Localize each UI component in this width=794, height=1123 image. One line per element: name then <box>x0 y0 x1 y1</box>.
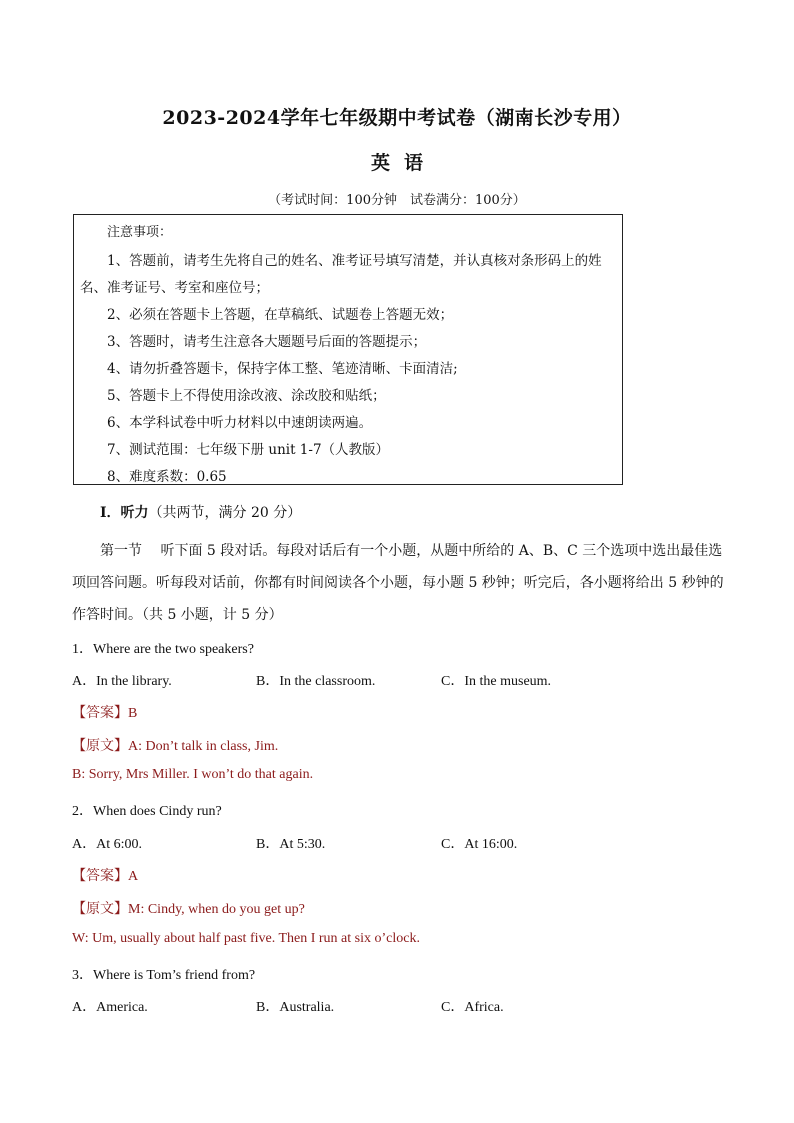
option-a: A．At 6:00. <box>72 837 142 852</box>
answer-line <box>72 702 137 722</box>
option-a: A．In the library. <box>72 674 172 689</box>
question-text: 2．When does Cindy run? <box>72 804 222 819</box>
section-heading <box>100 502 301 522</box>
transcript-text: W: Um, usually about half past five. Then I run at six o’clock. <box>72 931 420 946</box>
question-text: 3．Where is Tom’s friend from? <box>72 968 256 983</box>
exam-meta: （考试时间：100分钟 试卷满分：100分） <box>268 193 526 208</box>
option-b: B．In the classroom. <box>256 674 376 689</box>
section-note: （共两节，满分 20 分） <box>148 505 302 521</box>
notice-heading: 注意事项： <box>107 225 173 240</box>
notice-item: 6、本学科试卷中听力材料以中速朗读两遍。 <box>107 415 373 431</box>
exam-title: 2023-2024学年七年级期中考试卷（湖南长沙专用） <box>162 107 632 129</box>
question-text: 1．Where are the two speakers? <box>72 642 254 657</box>
option-c: C．Africa. <box>441 1000 504 1015</box>
transcript-label: 【原文】 <box>72 738 128 754</box>
transcript-line <box>72 898 305 918</box>
section-intro: 项回答问题。听每段对话前，你都有时间阅读各个小题，每小题 5 秒钟；听完后，各小题将给出 5 秒钟的 <box>72 575 724 591</box>
notice-box <box>73 214 623 485</box>
answer-value: A <box>128 869 139 884</box>
option-b: B．At 5:30. <box>256 837 326 852</box>
transcript-label: 【原文】 <box>72 901 128 917</box>
answer-value: B <box>128 706 138 721</box>
notice-item: 名、准考证号、考室和座位号； <box>80 280 269 296</box>
notice-item: 7、测试范围：七年级下册 unit 1-7（人教版） <box>107 442 390 458</box>
transcript-text: M: Cindy, when do you get up? <box>128 902 305 917</box>
transcript-text: A: Don’t talk in class, Jim. <box>128 739 279 754</box>
answer-line <box>72 865 138 885</box>
notice-item: 1、答题前，请考生先将自己的姓名、准考证号填写清楚，并认真核对条形码上的姓 <box>107 253 602 269</box>
section-label: I．听力 <box>100 505 149 521</box>
transcript-line <box>72 735 278 755</box>
notice-item: 5、答题卡上不得使用涂改液、涂改胶和贴纸； <box>107 388 386 404</box>
notice-item: 3、答题时，请考生注意各大题题号后面的答题提示； <box>107 334 427 350</box>
notice-item: 4、请勿折叠答题卡，保持字体工整、笔迹清晰、卡面清洁; <box>107 361 458 377</box>
answer-label: 【答案】 <box>72 705 128 721</box>
option-a: A．America. <box>72 1000 148 1015</box>
section-intro: 第一节 听下面 5 段对话。每段对话后有一个小题，从题中所给的 A、B、C 三个选项中选出最佳选 <box>100 543 723 559</box>
option-b: B．Australia. <box>256 1000 335 1015</box>
notice-item: 2、必须在答题卡上答题，在草稿纸、试题卷上答题无效； <box>107 307 454 323</box>
option-c: C．At 16:00. <box>441 837 518 852</box>
section-intro: 作答时间。（共 5 小题，计 5 分） <box>72 607 283 623</box>
option-c: C．In the museum. <box>441 674 552 689</box>
transcript-text: B: Sorry, Mrs Miller. I won’t do that again. <box>72 767 314 782</box>
answer-label: 【答案】 <box>72 868 128 884</box>
subject-title: 英语 <box>370 152 437 174</box>
notice-item: 8、难度系数：0.65 <box>107 469 227 485</box>
